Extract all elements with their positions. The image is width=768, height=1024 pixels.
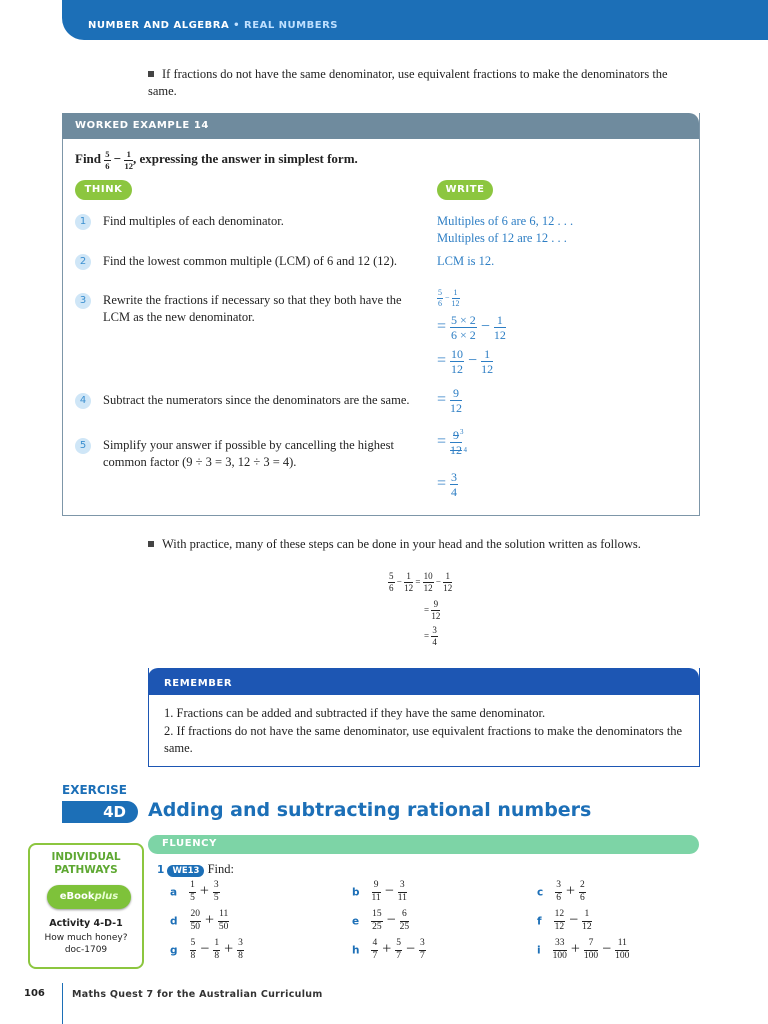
part-b: b $\frac{9}{11}$ − $\frac{3}{11}$ xyxy=(352,880,407,903)
fluency-bar xyxy=(148,835,699,854)
exercise-label: EXERCISE xyxy=(62,783,127,797)
ebook-plus-button[interactable]: eBookplus xyxy=(47,885,131,909)
part-c: c $\frac{3}{6}$ + $\frac{2}{6}$ xyxy=(537,880,585,903)
practice-line-2: = $\frac{9}{12}$ xyxy=(424,599,441,621)
step-text: Rewrite the fractions if necessary so that they both have the LCM as the new denominator. xyxy=(103,293,402,324)
step-number: 1 xyxy=(75,214,91,230)
practice-line-3: = $\frac{3}{4}$ xyxy=(424,625,437,647)
part-d: d $\frac{20}{50}$ + $\frac{11}{50}$ xyxy=(170,909,229,932)
think-pill: THINK xyxy=(75,180,132,200)
write-multiples-6: Multiples of 6 are 6, 12 . . . xyxy=(437,214,574,228)
step-number: 2 xyxy=(75,254,91,270)
step-text: Find the lowest common multiple (LCM) of 6 and 12 (12). xyxy=(103,254,398,268)
practice-bullet: With practice, many of these steps can be done in your head and the solution written as follows. xyxy=(148,536,668,553)
write-pill: WRITE xyxy=(437,180,493,200)
part-g: g $\frac{5}{8}$ − $\frac{1}{8}$ + $\frac{3}{8}$ xyxy=(170,938,243,961)
part-f: f $\frac{12}{12}$ − $\frac{1}{12}$ xyxy=(537,909,592,932)
worked-example-prompt: Find $\frac{5}{6}$ − $\frac{1}{12}$ , expressing the answer in simplest form. xyxy=(75,149,358,171)
write-line-3: = $\frac{10}{12}$ − $\frac{1}{12}$ xyxy=(437,347,494,376)
step-text: Simplify your answer if possible by cancelling the highest common factor (9 ÷ 3 = 3, 12 ÷ 3 = 4). xyxy=(103,438,394,469)
remember-title: REMEMBER xyxy=(164,678,233,689)
step-number: 3 xyxy=(75,293,91,309)
pathways-title: INDIVIDUAL PATHWAYS xyxy=(51,851,121,876)
step-number: 4 xyxy=(75,393,91,409)
write-line-5: = $\frac{9}{12}$ $^3$ $_4$ xyxy=(437,428,468,457)
step-text: Find multiples of each denominator. xyxy=(103,214,284,228)
exercise-title: Adding and subtracting rational numbers xyxy=(148,799,592,821)
step-text: Subtract the numerators since the denominators are the same. xyxy=(103,393,410,407)
activity-link[interactable]: Activity 4-D-1 xyxy=(49,918,123,929)
footer-divider xyxy=(62,983,63,1024)
write-lcm: LCM is 12. xyxy=(437,254,495,268)
part-i: i $\frac{33}{100}$ + $\frac{7}{100}$ − $\frac{11}{100}$ xyxy=(537,938,630,961)
write-line-4: = $\frac{9}{12}$ xyxy=(437,386,463,415)
page-number: 106 xyxy=(24,988,45,999)
question-heading: 1 WE13 Find: xyxy=(157,862,234,876)
worked-example-title: WORKED EXAMPLE 14 xyxy=(75,120,209,131)
practice-line-1: $\frac{5}{6}$ − $\frac{1}{12}$ = $\frac{10}{12}$ − $\frac{1}{12}$ xyxy=(389,571,453,593)
we13-badge[interactable]: WE13 xyxy=(167,865,204,877)
write-line-2: = $\frac{5 \times 2}{6 \times 2}$ − $\frac{1}{12}$ xyxy=(437,313,506,342)
bullet-square-icon xyxy=(148,541,154,547)
write-line-6: = $\frac{3}{4}$ xyxy=(437,470,458,499)
bullet-square-icon xyxy=(148,71,154,77)
part-e: e $\frac{15}{25}$ − $\frac{6}{25}$ xyxy=(352,909,410,932)
cancel-superscript: 3 xyxy=(460,428,464,437)
fluency-label: FLUENCY xyxy=(162,838,217,849)
remember-item: 2. If fractions do not have the same denominator, use equivalent fractions to make the denominators the same. xyxy=(164,724,683,755)
part-h: h $\frac{4}{7}$ + $\frac{5}{7}$ − $\frac{3}{7}$ xyxy=(352,938,425,961)
write-line-1: $\frac{5}{6}$ − $\frac{1}{12}$ xyxy=(438,288,460,308)
intro-bullet: If fractions do not have the same denominator, use equivalent fractions to make the denominators the same. xyxy=(148,67,668,98)
activity-desc: How much honey? doc-1709 xyxy=(44,933,128,955)
header-strand: NUMBER AND ALGEBRA • REAL NUMBERS xyxy=(88,20,338,31)
part-a: a $\frac{1}{5}$ + $\frac{3}{5}$ xyxy=(170,880,219,903)
cancel-superscript: 4 xyxy=(463,446,468,455)
write-multiples-12: Multiples of 12 are 12 . . . xyxy=(437,231,567,245)
exercise-number: 4D xyxy=(103,803,126,821)
book-title: Maths Quest 7 for the Australian Curriculum xyxy=(72,989,323,1000)
step-number: 5 xyxy=(75,438,91,454)
remember-item: 1. Fractions can be added and subtracted if they have the same denominator. xyxy=(164,706,546,720)
